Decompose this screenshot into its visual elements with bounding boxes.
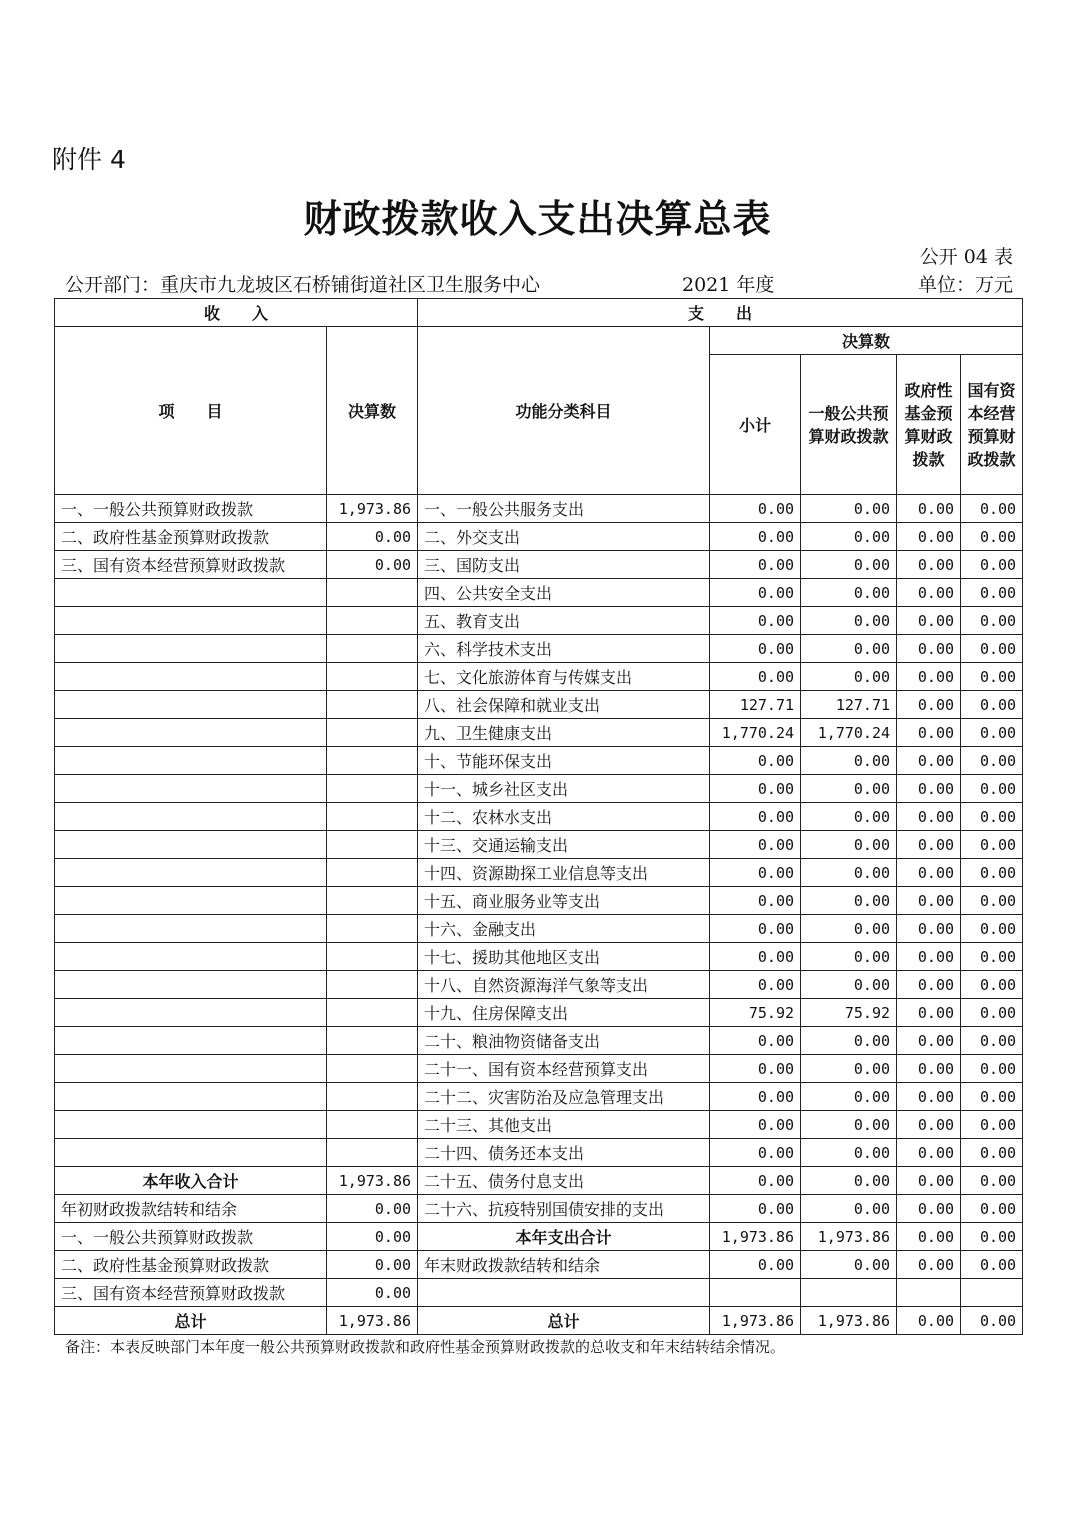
expense-item-cell: 十四、资源勘探工业信息等支出 [418, 859, 710, 887]
table-row [55, 691, 1023, 719]
income-item-cell: 本年收入合计 [55, 1167, 327, 1195]
table-row [55, 831, 1023, 859]
subtotal-cell: 0.00 [710, 831, 801, 859]
income-item-cell: 二、政府性基金预算财政拨款 [55, 523, 327, 551]
function-header: 功能分类科目 [418, 327, 710, 495]
table-row [55, 635, 1023, 663]
table-row [55, 1195, 1023, 1223]
table-row [55, 719, 1023, 747]
general-budget-cell: 0.00 [801, 1167, 897, 1195]
general-budget-cell: 0.00 [801, 943, 897, 971]
table-row [55, 495, 1023, 523]
table-row [55, 663, 1023, 691]
fund-budget-cell: 0.00 [897, 495, 961, 523]
state-capital-cell: 0.00 [961, 495, 1023, 523]
table-row [55, 1279, 1023, 1307]
table-row [55, 523, 1023, 551]
state-capital-cell: 0.00 [961, 663, 1023, 691]
income-amount-cell [327, 607, 418, 635]
income-item-cell [55, 1027, 327, 1055]
subtotal-cell: 0.00 [710, 1027, 801, 1055]
subtotal-cell: 0.00 [710, 495, 801, 523]
general-budget-cell: 0.00 [801, 775, 897, 803]
table-row [55, 1111, 1023, 1139]
expense-item-cell: 本年支出合计 [418, 1223, 710, 1251]
general-budget-header: 一般公共预算财政拨款 [801, 355, 897, 495]
income-item-cell [55, 999, 327, 1027]
expense-item-cell: 五、教育支出 [418, 607, 710, 635]
state-capital-cell: 0.00 [961, 999, 1023, 1027]
subtotal-cell: 0.00 [710, 859, 801, 887]
fund-budget-cell: 0.00 [897, 1139, 961, 1167]
fund-budget-cell: 0.00 [897, 607, 961, 635]
state-capital-cell: 0.00 [961, 859, 1023, 887]
income-item-cell: 二、政府性基金预算财政拨款 [55, 1251, 327, 1279]
fund-budget-cell: 0.00 [897, 747, 961, 775]
general-budget-cell: 1,973.86 [801, 1307, 897, 1335]
state-capital-cell: 0.00 [961, 803, 1023, 831]
income-amount-cell [327, 915, 418, 943]
income-item-cell [55, 859, 327, 887]
fund-budget-header: 政府性基金预算财政拨款 [897, 355, 961, 495]
expense-item-cell: 十九、住房保障支出 [418, 999, 710, 1027]
state-capital-cell: 0.00 [961, 691, 1023, 719]
table-row [55, 803, 1023, 831]
general-budget-cell: 1,973.86 [801, 1223, 897, 1251]
fund-budget-cell: 0.00 [897, 1027, 961, 1055]
expense-item-cell: 八、社会保障和就业支出 [418, 691, 710, 719]
income-amount-cell [327, 1139, 418, 1167]
state-capital-cell: 0.00 [961, 1307, 1023, 1335]
subtotal-cell: 75.92 [710, 999, 801, 1027]
fund-budget-cell: 0.00 [897, 999, 961, 1027]
state-capital-cell: 0.00 [961, 1167, 1023, 1195]
attachment-label: 附件 4 [52, 145, 126, 174]
fund-budget-cell: 0.00 [897, 1251, 961, 1279]
fund-budget-cell: 0.00 [897, 915, 961, 943]
table-row [55, 1027, 1023, 1055]
subtotal-cell: 0.00 [710, 635, 801, 663]
fund-budget-cell: 0.00 [897, 1223, 961, 1251]
subtotal-cell: 0.00 [710, 971, 801, 999]
item-header: 项 目 [55, 327, 327, 495]
fund-budget-cell: 0.00 [897, 719, 961, 747]
state-capital-cell: 0.00 [961, 635, 1023, 663]
fund-budget-cell: 0.00 [897, 579, 961, 607]
state-capital-cell: 0.00 [961, 1251, 1023, 1279]
general-budget-cell: 0.00 [801, 915, 897, 943]
general-budget-cell: 0.00 [801, 635, 897, 663]
income-amount-cell [327, 859, 418, 887]
income-amount-cell: 1,973.86 [327, 1167, 418, 1195]
expense-item-cell: 二十四、债务还本支出 [418, 1139, 710, 1167]
expense-item-cell: 七、文化旅游体育与传媒支出 [418, 663, 710, 691]
final-amount-header: 决算数 [710, 327, 1023, 355]
amount-header: 决算数 [327, 327, 418, 495]
expense-item-cell: 十二、农林水支出 [418, 803, 710, 831]
table-row [55, 775, 1023, 803]
subtotal-cell: 0.00 [710, 551, 801, 579]
income-item-cell: 总计 [55, 1307, 327, 1335]
general-budget-cell [801, 1279, 897, 1307]
income-amount-cell: 0.00 [327, 1195, 418, 1223]
table-row [55, 1307, 1023, 1335]
income-amount-cell: 0.00 [327, 1279, 418, 1307]
income-amount-cell [327, 775, 418, 803]
income-item-cell [55, 971, 327, 999]
income-item-cell: 一、一般公共预算财政拨款 [55, 1223, 327, 1251]
state-capital-header: 国有资本经营预算财政拨款 [961, 355, 1023, 495]
state-capital-cell: 0.00 [961, 1195, 1023, 1223]
income-amount-cell [327, 635, 418, 663]
state-capital-cell: 0.00 [961, 523, 1023, 551]
expense-header: 支 出 [418, 299, 1023, 327]
year-label: 2021 年度 [682, 274, 775, 296]
table-row [55, 915, 1023, 943]
state-capital-cell: 0.00 [961, 971, 1023, 999]
subtotal-cell: 0.00 [710, 915, 801, 943]
expense-item-cell: 十一、城乡社区支出 [418, 775, 710, 803]
general-budget-cell: 0.00 [801, 607, 897, 635]
income-amount-cell [327, 1027, 418, 1055]
fund-budget-cell: 0.00 [897, 1195, 961, 1223]
income-item-cell [55, 663, 327, 691]
state-capital-cell: 0.00 [961, 915, 1023, 943]
general-budget-cell: 0.00 [801, 495, 897, 523]
expense-item-cell: 二十三、其他支出 [418, 1111, 710, 1139]
expense-item-cell: 总计 [418, 1307, 710, 1335]
state-capital-cell: 0.00 [961, 943, 1023, 971]
fund-budget-cell: 0.00 [897, 1055, 961, 1083]
fund-budget-cell: 0.00 [897, 831, 961, 859]
table-row [55, 887, 1023, 915]
subtotal-cell: 127.71 [710, 691, 801, 719]
income-item-cell: 三、国有资本经营预算财政拨款 [55, 551, 327, 579]
page-title: 财政拨款收入支出决算总表 [303, 196, 772, 241]
subtotal-cell: 0.00 [710, 1083, 801, 1111]
general-budget-cell: 0.00 [801, 1055, 897, 1083]
fund-budget-cell: 0.00 [897, 551, 961, 579]
subtotal-cell: 1,973.86 [710, 1223, 801, 1251]
state-capital-cell: 0.00 [961, 551, 1023, 579]
table-row [55, 999, 1023, 1027]
income-amount-cell [327, 719, 418, 747]
expense-item-cell: 年末财政拨款结转和结余 [418, 1251, 710, 1279]
table-row [55, 579, 1023, 607]
income-amount-cell: 0.00 [327, 1251, 418, 1279]
general-budget-cell: 1,770.24 [801, 719, 897, 747]
general-budget-cell: 0.00 [801, 579, 897, 607]
income-amount-cell [327, 831, 418, 859]
state-capital-cell: 0.00 [961, 1083, 1023, 1111]
fund-budget-cell: 0.00 [897, 943, 961, 971]
income-amount-cell [327, 663, 418, 691]
state-capital-cell: 0.00 [961, 579, 1023, 607]
expense-item-cell: 一、一般公共服务支出 [418, 495, 710, 523]
expense-item-cell: 二、外交支出 [418, 523, 710, 551]
income-amount-cell [327, 999, 418, 1027]
income-item-cell: 一、一般公共预算财政拨款 [55, 495, 327, 523]
table-row [55, 1139, 1023, 1167]
subtotal-cell: 0.00 [710, 775, 801, 803]
expense-item-cell: 十五、商业服务业等支出 [418, 887, 710, 915]
general-budget-cell: 0.00 [801, 803, 897, 831]
expense-item-cell: 二十、粮油物资储备支出 [418, 1027, 710, 1055]
expense-item-cell: 二十六、抗疫特别国债安排的支出 [418, 1195, 710, 1223]
expense-item-cell [418, 1279, 710, 1307]
general-budget-cell: 0.00 [801, 1027, 897, 1055]
income-amount-cell [327, 1111, 418, 1139]
income-item-cell [55, 775, 327, 803]
subtotal-cell: 0.00 [710, 1251, 801, 1279]
income-amount-cell [327, 691, 418, 719]
fund-budget-cell: 0.00 [897, 1083, 961, 1111]
income-amount-cell [327, 971, 418, 999]
fund-budget-cell [897, 1279, 961, 1307]
subtotal-cell: 0.00 [710, 607, 801, 635]
state-capital-cell: 0.00 [961, 1223, 1023, 1251]
income-amount-cell [327, 943, 418, 971]
income-amount-cell: 0.00 [327, 551, 418, 579]
general-budget-cell: 0.00 [801, 831, 897, 859]
meta-row [65, 270, 1013, 296]
income-item-cell [55, 915, 327, 943]
general-budget-cell: 0.00 [801, 1139, 897, 1167]
expense-item-cell: 二十五、债务付息支出 [418, 1167, 710, 1195]
table-row [55, 551, 1023, 579]
subtotal-cell: 0.00 [710, 1055, 801, 1083]
income-item-cell [55, 803, 327, 831]
table-row [55, 943, 1023, 971]
expense-item-cell: 六、科学技术支出 [418, 635, 710, 663]
general-budget-cell: 127.71 [801, 691, 897, 719]
fund-budget-cell: 0.00 [897, 887, 961, 915]
department-label: 公开部门：重庆市九龙坡区石桥铺街道社区卫生服务中心 [65, 274, 541, 296]
general-budget-cell: 0.00 [801, 1251, 897, 1279]
general-budget-cell: 0.00 [801, 747, 897, 775]
expense-item-cell: 十六、金融支出 [418, 915, 710, 943]
general-budget-cell: 0.00 [801, 663, 897, 691]
expense-item-cell: 十三、交通运输支出 [418, 831, 710, 859]
subtotal-cell: 1,973.86 [710, 1307, 801, 1335]
subtotal-cell: 0.00 [710, 1139, 801, 1167]
general-budget-cell: 0.00 [801, 1111, 897, 1139]
state-capital-cell: 0.00 [961, 1111, 1023, 1139]
income-amount-cell [327, 579, 418, 607]
table-row [55, 1083, 1023, 1111]
table-body [55, 495, 1023, 1335]
income-item-cell [55, 747, 327, 775]
table-row [55, 1055, 1023, 1083]
general-budget-cell: 0.00 [801, 523, 897, 551]
fund-budget-cell: 0.00 [897, 1167, 961, 1195]
state-capital-cell: 0.00 [961, 747, 1023, 775]
fund-budget-cell: 0.00 [897, 971, 961, 999]
expense-item-cell: 十、节能环保支出 [418, 747, 710, 775]
expense-item-cell: 九、卫生健康支出 [418, 719, 710, 747]
table-row [55, 859, 1023, 887]
subtotal-cell: 0.00 [710, 523, 801, 551]
state-capital-cell [961, 1279, 1023, 1307]
subtotal-cell: 0.00 [710, 887, 801, 915]
subtotal-cell: 0.00 [710, 579, 801, 607]
fund-budget-cell: 0.00 [897, 663, 961, 691]
subtotal-cell: 0.00 [710, 663, 801, 691]
general-budget-cell: 0.00 [801, 551, 897, 579]
income-amount-cell [327, 887, 418, 915]
income-amount-cell [327, 747, 418, 775]
income-item-cell [55, 579, 327, 607]
expense-item-cell: 十八、自然资源海洋气象等支出 [418, 971, 710, 999]
income-item-cell [55, 1055, 327, 1083]
income-header: 收 入 [55, 299, 418, 327]
footnote: 备注：本表反映部门本年度一般公共预算财政拨款和政府性基金预算财政拨款的总收支和年末结转结余情况。 [65, 1338, 786, 1356]
income-amount-cell: 0.00 [327, 1223, 418, 1251]
expense-item-cell: 二十一、国有资本经营预算支出 [418, 1055, 710, 1083]
expense-item-cell: 四、公共安全支出 [418, 579, 710, 607]
income-item-cell [55, 1111, 327, 1139]
general-budget-cell: 0.00 [801, 859, 897, 887]
income-item-cell: 三、国有资本经营预算财政拨款 [55, 1279, 327, 1307]
fund-budget-cell: 0.00 [897, 635, 961, 663]
income-amount-cell: 1,973.86 [327, 495, 418, 523]
income-item-cell: 年初财政拨款结转和结余 [55, 1195, 327, 1223]
unit-label: 单位：万元 [917, 274, 1013, 296]
income-item-cell [55, 943, 327, 971]
state-capital-cell: 0.00 [961, 1055, 1023, 1083]
state-capital-cell: 0.00 [961, 775, 1023, 803]
income-amount-cell: 1,973.86 [327, 1307, 418, 1335]
state-capital-cell: 0.00 [961, 607, 1023, 635]
state-capital-cell: 0.00 [961, 831, 1023, 859]
state-capital-cell: 0.00 [961, 719, 1023, 747]
table-row [55, 971, 1023, 999]
subtotal-cell: 0.00 [710, 1167, 801, 1195]
subtotal-cell: 1,770.24 [710, 719, 801, 747]
state-capital-cell: 0.00 [961, 887, 1023, 915]
table-row [55, 1251, 1023, 1279]
subtotal-cell: 0.00 [710, 803, 801, 831]
subtotal-cell [710, 1279, 801, 1307]
income-item-cell [55, 719, 327, 747]
fund-budget-cell: 0.00 [897, 859, 961, 887]
income-amount-cell [327, 1083, 418, 1111]
fund-budget-cell: 0.00 [897, 1307, 961, 1335]
table-row [55, 1167, 1023, 1195]
income-item-cell [55, 691, 327, 719]
fund-budget-cell: 0.00 [897, 691, 961, 719]
income-item-cell [55, 1139, 327, 1167]
fund-budget-cell: 0.00 [897, 523, 961, 551]
income-item-cell [55, 1083, 327, 1111]
income-amount-cell: 0.00 [327, 523, 418, 551]
table-row [55, 747, 1023, 775]
subtotal-cell: 0.00 [710, 747, 801, 775]
fund-budget-cell: 0.00 [897, 1111, 961, 1139]
income-amount-cell [327, 803, 418, 831]
income-item-cell [55, 635, 327, 663]
income-item-cell [55, 831, 327, 859]
state-capital-cell: 0.00 [961, 1027, 1023, 1055]
general-budget-cell: 0.00 [801, 1195, 897, 1223]
state-capital-cell: 0.00 [961, 1139, 1023, 1167]
table-code: 公开 04 表 [919, 246, 1013, 268]
income-item-cell [55, 607, 327, 635]
subtotal-cell: 0.00 [710, 943, 801, 971]
income-item-cell [55, 887, 327, 915]
fund-budget-cell: 0.00 [897, 803, 961, 831]
fund-budget-cell: 0.00 [897, 775, 961, 803]
expense-item-cell: 三、国防支出 [418, 551, 710, 579]
table-row [55, 1223, 1023, 1251]
subtotal-cell: 0.00 [710, 1111, 801, 1139]
expense-item-cell: 二十二、灾害防治及应急管理支出 [418, 1083, 710, 1111]
expense-item-cell: 十七、援助其他地区支出 [418, 943, 710, 971]
subtotal-header: 小计 [710, 355, 801, 495]
budget-table [54, 298, 1023, 1335]
general-budget-cell: 0.00 [801, 1083, 897, 1111]
income-amount-cell [327, 1055, 418, 1083]
subtotal-cell: 0.00 [710, 1195, 801, 1223]
general-budget-cell: 75.92 [801, 999, 897, 1027]
general-budget-cell: 0.00 [801, 971, 897, 999]
general-budget-cell: 0.00 [801, 887, 897, 915]
table-row [55, 607, 1023, 635]
